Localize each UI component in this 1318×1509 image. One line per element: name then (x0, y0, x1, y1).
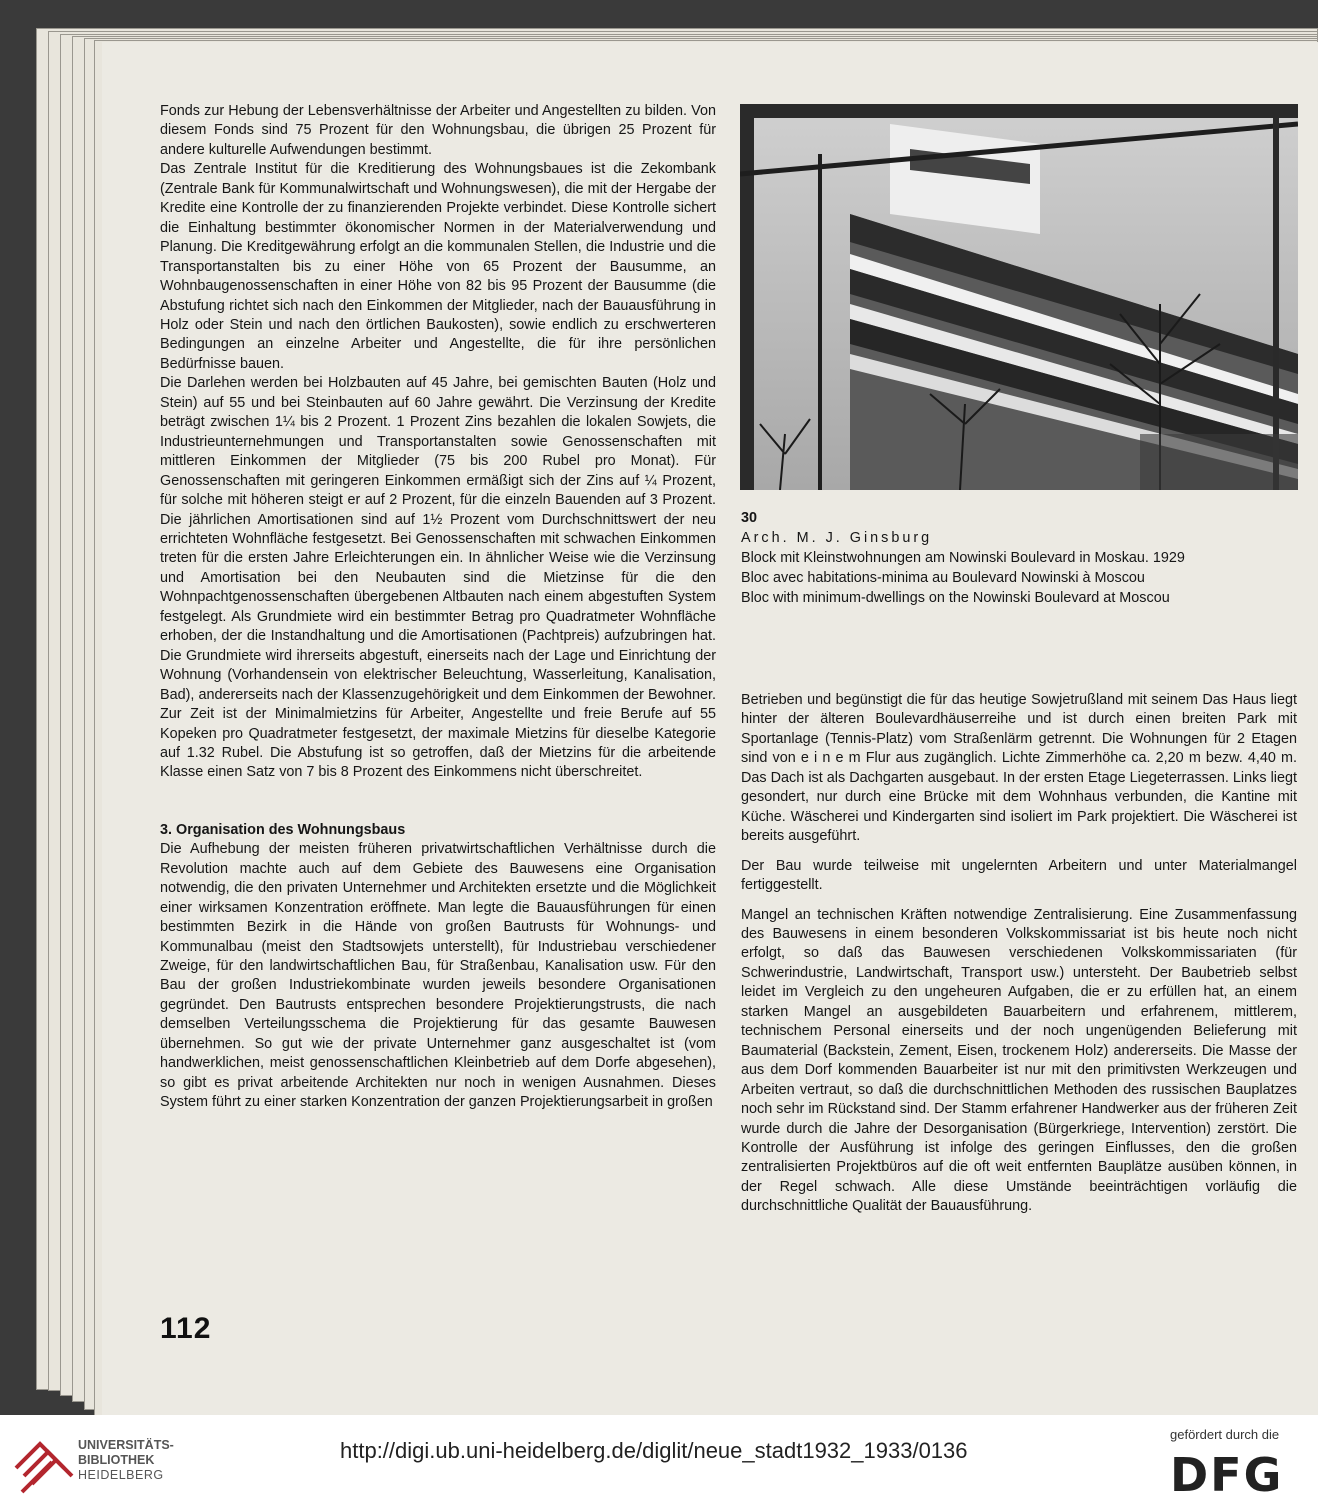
section-heading: 3. Organisation des Wohnungsbaus (160, 821, 406, 838)
caption-french: Bloc avec habitations-minima au Boulevard Nowinski à Moscou (741, 570, 1145, 586)
dfg-logo: DFG (1170, 1448, 1284, 1502)
building-photo-image (740, 104, 1298, 490)
figure-number: 30 (741, 510, 758, 526)
paragraph: Betrieben und begünstigt die für das heutige Sowjetrußland mit seinem Das Haus liegt hinter der älteren Boulevardhäuserreihe und ist durch einen breiten Park mit Sportanlage (Tennis-Platz) vom Straßenlärm getrennt. Die Wohnungen für 2 Etagen sind von e i n e m Flur aus zugänglich. Lichte Zimmerhöhe ca. 2,20 m bezw. 4,40 m. Das Dach ist als Dachgarten ausgebaut. In der ersten Etage Liegeterrassen. Links liegt gesondert, nur durch eine Brücke mit dem Wohnhaus verbunden, die Kantine mit Küche. Wäscherei und Kindergarten sind isoliert im Park projektiert. Die Wäscherei ist bereits ausgeführt. (741, 692, 1297, 845)
library-name-line: HEIDELBERG (78, 1468, 164, 1482)
funding-note: gefördert durch die (1170, 1427, 1280, 1442)
figure-caption (741, 508, 1297, 608)
university-library-logo-icon (12, 1428, 76, 1494)
caption-english: Bloc with minimum-dwellings on the Nowinski Boulevard at Moscou (741, 590, 1170, 606)
source-url[interactable]: http://digi.ub.uni-heidelberg.de/diglit/neue_stadt1932_1933/0136 (340, 1438, 968, 1463)
paragraph: Die Darlehen werden bei Holzbauten auf 45 Jahre, bei gemischten Bauten (Holz und Stein) auf 55 und bei Steinbauten auf 60 Jahre gewährt. Die Verzinsung der Kredite beträgt zwischen 1¼ bis 2 Prozent. 1 Prozent Zins bezahlen die lokalen Sowjets, die Industrieunternehmungen und Transportanstalten sowie Genossenschaften mit mittleren Einkommen der Mitglieder (75 bis 200 Rubel pro Monat). Für Genossenschaften mit geringeren Einkommen ermäßigt sich der Zins auf ¼ Prozent, für solche mit höheren steigt er auf 2 Prozent, für die einzeln Bauenden auf 3 Prozent. Die jährlichen Amortisationen sind auf 1½ Prozent vom Durchschnittswert der neu errichteten Wohnfläche festgesetzt. Bei Genossenschaften mit schwachen Einkommen treten für die ersten Jahre Erleichterungen ein. In ähnlicher Weise wie die Verzinsung und Amortisation bei den Neubauten sind die Mietzinse für die den Wohnpachtgenossenschaften übergebenen Altbauten nach einem abgestuften System festgelegt. Als Grundmiete wird ein bestimmter Betrag pro Quadratmeter Wohnfläche erhoben, der die Instandhaltung und die Amortisationen (Pachtpreis) aufzubringen hat. Die Grundmiete wird ihrerseits abgestuft, einerseits nach der Lage und Einrichtung der Wohnung (Vorhandensein von elektrischer Beleuchtung, Wasserleitung, Kanalisation, Bad), andererseits nach der Klassenzugehörigkeit und dem Einkommen der Bewohner. Zur Zeit ist der Minimalmietzins für Arbeiter, Angestellte und freie Berufe auf 55 Kopeken pro Quadratmeter festgesetzt, der maximale Mietzins für dieselbe Kategorie auf 1.32 Rubel. Die Abstufung ist so getroffen, daß der Mietzins für die arbeitende Klasse einen Satz von 7 bis 8 Prozent des Einkommens nicht überschreitet. (160, 375, 716, 781)
caption-german: Block mit Kleinstwohnungen am Nowinski Boulevard in Moskau. 1929 (741, 550, 1185, 566)
architect-name: Arch. M. J. Ginsburg (741, 530, 933, 546)
right-text-column (741, 691, 1297, 1217)
library-name (78, 1438, 174, 1483)
page-number: 112 (160, 1312, 212, 1345)
building-photograph (740, 104, 1298, 490)
paragraph: Die Aufhebung der meisten früheren privatwirtschaftlichen Verhältnisse durch die Revolution machte auch auf dem Gebiete des Bauwesens eine Organisation notwendig, die den privaten Unternehmer und Architekten ersetzte und die Möglichkeit einer wirksamen Konzentration eröffnete. Man legte die Bauausführungen für einen bestimmten Bezirk in die Hände von großen Bautrusts für Wohnungs- und Kommunalbau (meist den Stadtsowjets unterstellt), für Industriebau verschiedener Zweige, für den landwirtschaftlichen Bau, für Straßenbau, Kanalisation usw. Für den Bau der großen Industriekombinate wurden jeweils besondere Organisationen gegründet. Den Bautrusts entsprechen besondere Projektierungstrusts, die nach demselben Verteilungsschema die Projektierung für das gesamte Bauwesen übernehmen. So gut wie der private Unternehmer ganz ausgeschaltet ist (vom handwerklichen, meist genossenschaftlichen Kleinbetrieb auf dem Dorfe abgesehen), so gibt es privat arbeitende Architekten nur noch in wenigen Ausnahmen. Dieses System führt zu einer starken Konzentration der ganzen Projektierungsarbeit in großen (160, 841, 716, 1111)
library-name-line: UNIVERSITÄTS- (78, 1438, 174, 1452)
library-name-line: BIBLIOTHEK (78, 1453, 155, 1467)
left-text-column (160, 102, 716, 1113)
paragraph: Mangel an technischen Kräften notwendige Zentralisierung. Eine Zusammenfassung des Bauwesens in einem besonderen Volkskommissariat ist bis heute noch nicht erfolgt, so daß das Bauwesen verschiedenen Volkskommissariaten (für Schwerindustrie, Landwirtschaft, Transport usw.) untersteht. Der Baubetrieb selbst leidet im Vergleich zu den ungeheuren Aufgaben, die er zu erfüllen hat, an einem starken Mangel an ausgebildeten Bauarbeitern und erfahrenem, mittlerem, technischem Personal einerseits und der noch ungenügenden Belieferung mit Baumaterial (Backstein, Zement, Eisen, trockenem Holz) andererseits. Die Masse der aus dem Dorf kommenden Bauarbeiter ist nur mit den primitivsten Werkzeugen und Arbeiten vertraut, so daß die durchschnittlichen Methoden des russischen Bauplatzes noch sehr im Rückstand sind. Der Stamm erfahrener Handwerker aus der früheren Zeit wurde durch die Jahre der Desorganisation (Bürgerkriege, Intervention) zerstört. Die Kontrolle der Ausführung ist infolge des geringen Einflusses, den die großen zentralisierten Projektbüros auf die oft weit entfernten Bauplätze ausüben können, in der Regel schwach. Alle diese Umstände beeinträchtigen vorläufig die durchschnittliche Qualität der Bauausführung. (741, 906, 1297, 1215)
paragraph: Das Zentrale Institut für die Kreditierung des Wohnungsbaues ist die Zekombank (Zentrale Bank für Kommunalwirtschaft und Wohnungswesen), die mit der Hergabe der Kredite eine Kontrolle der zu finanzierenden Projekte verbindet. Diese Kontrolle sichert die Einhaltung bestimmter ökonomischer Normen in der Materialverwendung und Planung. Die Kreditgewährung erfolgt an die kommunalen Stellen, die Industrie und die Transportanstalten bis zu einer Höhe von 65 Prozent der Bausumme, an Wohnbaugenossenschaften in einer Höhe von 82 bis 95 Prozent der Bausumme (die Abstufung richtet sich nach den Einkommen der Mitglieder, nach der Bauausführung in Holz oder Stein und nach den örtlichen Baukosten), sowie endlich zu erschwerteren Bedingungen an einzelne Arbeiter und Angestellte, die für ihre persönlichen Bedürfnisse bauen. (160, 161, 716, 372)
paragraph: Fonds zur Hebung der Lebensverhältnisse der Arbeiter und Angestellten zu bilden. Von diesem Fonds sind 75 Prozent für den Wohnungsbau, die übrigen 25 Prozent für andere kulturelle Aufwendungen bestimmt. (160, 103, 716, 158)
book-page (102, 42, 1318, 1415)
paragraph: Der Bau wurde teilweise mit ungelernten Arbeitern und unter Materialmangel fertiggestellt. (741, 857, 1297, 894)
